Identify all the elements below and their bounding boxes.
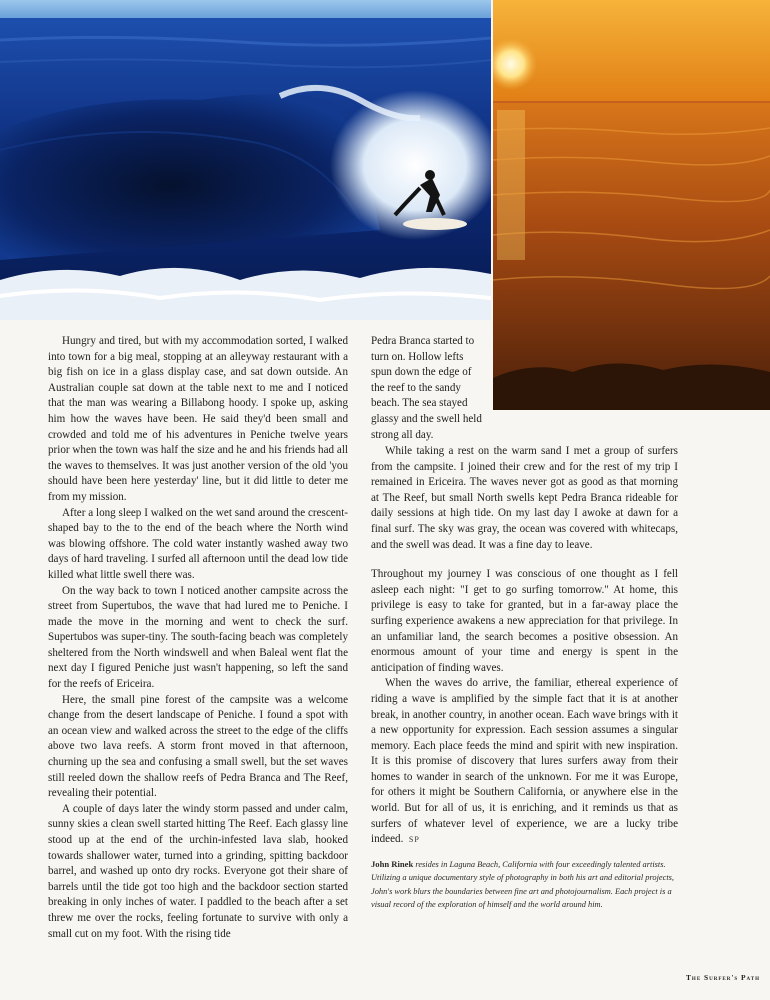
end-mark-icon: SP bbox=[408, 835, 420, 845]
paragraph: A couple of days later the windy storm passed and under calm, sunny skies a clean swell started hitting The Reef. Each glassy line stood up at the end of the urchin-infested lava slab, hooked towards shallower water, turned into a grinding, spitting backdoor barrel, and washed up onto dry rocks. Everyone got their share of barrels until the tide got too high and the backdoor section started breaking in only inches of water. I paddled to the beach after a set threw me over the rocks, feeling fortunate to survive with only a small cut on my foot. With the rising tide bbox=[48, 802, 348, 940]
paragraph: Hungry and tired, but with my accommodation sorted, I walked into town for a big meal, stopping at an alleyway restaurant with a big fish on ice in a glass display case, and sat down outside. An Australian couple sat down at the table next to me and I noticed that the man was wearing a Billabong hoody. I spoke up, asking him how the waves have been. He said they'd been small and crowded and told me of his adventures in Peniche twelve years prior when the town was half the size and he and his friends had all the waves to themselves. It was just another version of the old 'you should have been here yesterday' line, but it did little to deter me from my mission. bbox=[48, 335, 348, 503]
author-bio-text: resides in Laguna Beach, California with four exceedingly talented artists. Utilizing a unique documentary style of photography in both his art and editorial projects, John's work blurs the boundaries between fine art and photojournalism. Each project is a visual record of the exploration of himself and the world around him. bbox=[371, 860, 675, 910]
magazine-footer: The Surfer's Path bbox=[686, 973, 760, 982]
article-right-narrow-column bbox=[371, 334, 483, 443]
paragraph-text: When the waves do arrive, the familiar, ethereal experience of riding a wave is amplified by the simple fact that it is at another break, in another country, in another ocean. Each wave brings with it a new opportunity for expression. Each session assumes a singular memory. Each place feeds the mind and spirit with new inspiration. It is this promise of discovery that lures surfers away from their homes to wander in search of the unknown. For me it was Europe, for others it might be Southern California, or anywhere else in the world. But for all of us, it is enriching, and it reminds us that as surfers of whatever level of experience, we are a lucky tribe indeed. bbox=[371, 677, 678, 846]
surfer-wave-photo bbox=[0, 0, 491, 320]
paragraph: On the way back to town I noticed another campsite across the street from Supertubos, the wave that had lured me to Peniche. I made the move in the morning and went to check the surf. Supertubos was super-tiny. The south-facing beach was completely sheltered from the North windswell and when Baleal went flat the next day I figured Peniche just wasn't happening, so left the sand for the reefs of Ericeira. bbox=[48, 584, 348, 691]
paragraph: After a long sleep I walked on the wet sand around the crescent-shaped bay to the to the end of the beach where the North wind was blowing offshore. The cold water instantly washed away two days of hard traveling. I surfed all afternoon until the dead low tide killed what little swell there was. bbox=[48, 506, 348, 581]
author-bio bbox=[371, 858, 678, 912]
paragraph: Throughout my journey I was conscious of one thought as I fell asleep each night: "I get to go surfing tomorrow." At home, this privilege is easy to take for granted, but in a far-away place the surfing experience awakens a new appreciation for that privilege. In an unfamiliar land, the search becomes a positive obsession. An enormous amount of your time and energy is spent in the anticipation of finding waves. bbox=[371, 568, 678, 674]
author-name: John Rinek bbox=[371, 859, 414, 869]
sunset-photo bbox=[493, 0, 770, 410]
article-left-column bbox=[48, 334, 348, 942]
paragraph: Here, the small pine forest of the campsite was a welcome change from the desert landscape of Peniche. I found a spot with an ocean view and walked across the street to the edge of the cliffs above two lava reefs. A storm front moved in that afternoon, churning up the sea and confusing a small swell, but the set waves still reeled down the shallow reefs of Pedra Branca and The Reef, revealing their potential. bbox=[48, 693, 348, 800]
paragraph: Pedra Branca started to turn on. Hollow lefts spun down the edge of the reef to the sandy beach. The sea stayed glassy and the swell held strong all day. bbox=[371, 335, 482, 441]
article-right-column bbox=[371, 444, 678, 848]
paragraph bbox=[371, 676, 678, 848]
paragraph: While taking a rest on the warm sand I met a group of surfers from the campsite. I joined their crew and for the rest of my trip I remained in Ericeira. The waves never got as good as that morning at The Reef, but small North swells kept Pedra Branca rideable for daily sessions at high tide. On my last day I awoke at dawn for a final surf. The sky was gray, the ocean was covered with whitecaps, and the swell was dead. It was a fine day to leave. bbox=[371, 445, 678, 551]
